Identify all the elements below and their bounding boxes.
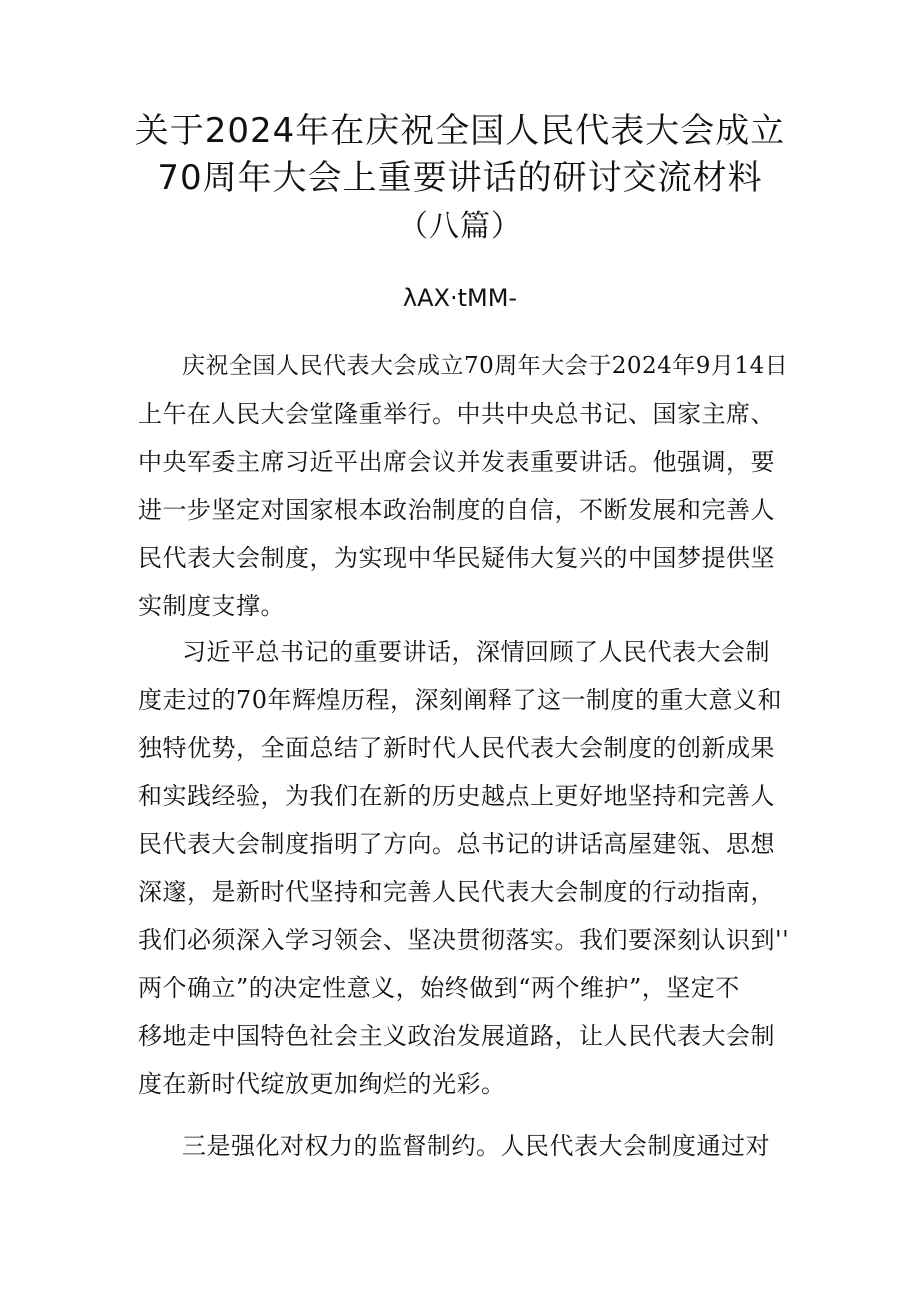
paragraph-3 xyxy=(138,1122,788,1170)
document-title-line-3: （八篇） xyxy=(398,209,522,244)
paragraph-line: 独特优势，全面总结了新时代人民代表大会制度的创新成果 xyxy=(138,734,775,762)
paragraph-line: 实制度支撑。 xyxy=(138,592,285,620)
paragraph-line: 度在新时代绽放更加绚烂的光彩。 xyxy=(138,1070,506,1098)
paragraph-line: 三是强化对权力的监督制约。人民代表大会制度通过对 xyxy=(182,1132,770,1160)
paragraph-line: 和实践经验，为我们在新的历史越点上更好地坚持和完善人 xyxy=(138,782,775,810)
paragraph-line: 深邃，是新时代坚持和完善人民代表大会制度的行动指南， xyxy=(138,878,775,906)
document-subtitle: λAX·tMM- xyxy=(402,284,518,312)
paragraph-2 xyxy=(138,628,788,1108)
paragraph-line: 民代表大会制度指明了方向。总书记的讲话高屋建瓴、思想 xyxy=(138,830,775,858)
paragraph-line: 上午在人民大会堂隆重举行。中共中央总书记、国家主席、 xyxy=(138,400,775,428)
document-title-line-1: 关于2024年在庆祝全国人民代表大会成立 xyxy=(134,111,786,151)
paragraph-1 xyxy=(138,342,788,630)
paragraph-line: 庆祝全国人民代表大会成立70周年大会于2024年9月14日 xyxy=(182,353,789,379)
paragraph-line: 我们必须深入学习领会、坚决贯彻落实。我们要深刻认识到'' xyxy=(138,926,790,954)
document-title-line-2: 70周年大会上重要讲话的研讨交流材料 xyxy=(157,158,763,198)
paragraph-line: 进一步坚定对国家根本政治制度的自信，不断发展和完善人 xyxy=(138,496,775,524)
paragraph-line: 中央军委主席习近平出席会议并发表重要讲话。他强调，要 xyxy=(138,448,775,476)
paragraph-line: 移地走中国特色社会主义政治发展道路，让人民代表大会制 xyxy=(138,1022,775,1050)
paragraph-line: 两个确立”的决定性意义，始终做到“两个维护”，坚定不 xyxy=(138,974,740,1002)
paragraph-line: 民代表大会制度，为实现中华民疑伟大复兴的中国梦提供坚 xyxy=(138,544,775,572)
paragraph-line: 习近平总书记的重要讲话，深情回顾了人民代表大会制 xyxy=(182,638,770,666)
paragraph-line: 度走过的70年辉煌历程，深刻阐释了这一制度的重大意义和 xyxy=(138,686,783,714)
